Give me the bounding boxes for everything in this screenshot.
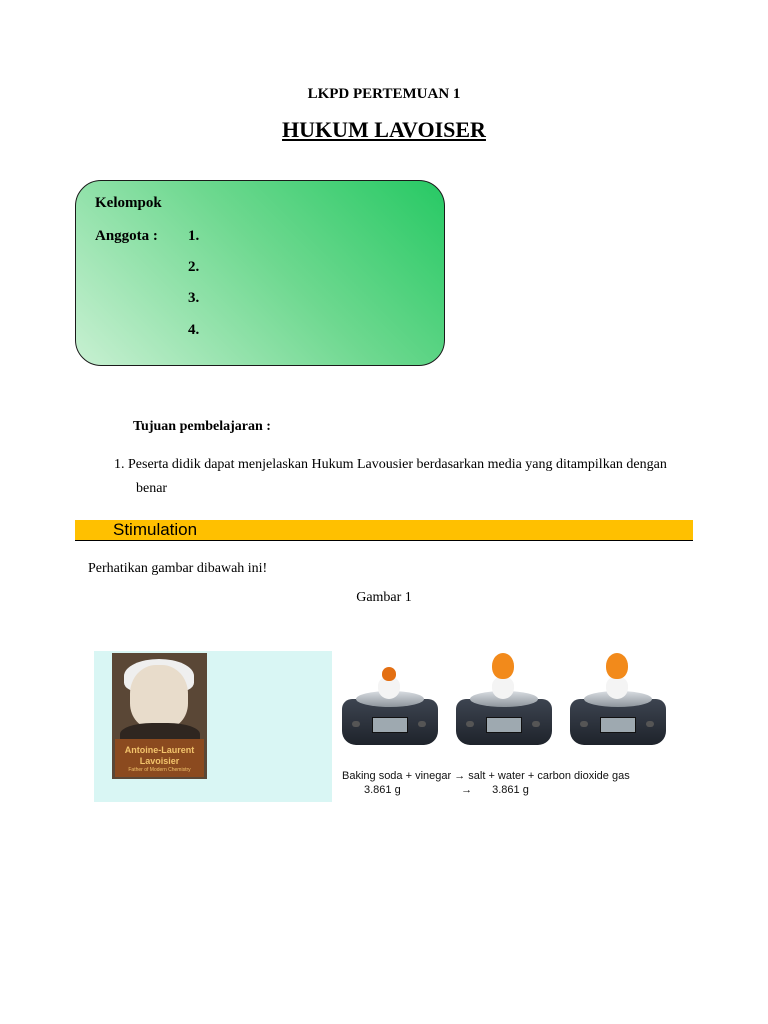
flask-2 — [492, 677, 514, 699]
instruction-text: Perhatikan gambar dibawah ini! — [88, 561, 268, 576]
balloon-inflated-2 — [606, 653, 628, 679]
stimulation-heading: Stimulation — [113, 520, 198, 539]
objective-text: Peserta didik dapat menjelaskan Hukum Lavousier berdasarkan media yang ditampilkan dengan — [128, 457, 667, 472]
objective-number: 1. — [114, 457, 125, 472]
member-4: 4. — [188, 322, 200, 338]
stimulation-section-bar — [75, 520, 693, 541]
scale-2 — [450, 655, 554, 747]
portrait-face — [130, 665, 188, 729]
reaction-line: Baking soda + vinegar → salt + water + carbon dioxide gas — [342, 770, 630, 782]
figure-caption: Gambar 1 — [356, 590, 412, 605]
portrait-name-line2: Lavoisier — [139, 756, 180, 766]
worksheet-subtitle: LKPD PERTEMUAN 1 — [307, 86, 461, 102]
mass-after: 3.861 g — [492, 784, 529, 796]
member-3: 3. — [188, 290, 200, 306]
objective-text-continued: benar — [136, 481, 168, 496]
anggota-label: Anggota : — [95, 228, 158, 244]
balloon-inflated-1 — [492, 653, 514, 679]
objectives-heading: Tujuan pembelajaran : — [133, 419, 271, 434]
portrait-nameplate — [115, 739, 204, 777]
mass-line — [342, 783, 630, 797]
member-2: 2. — [188, 259, 200, 275]
mass-arrow: → — [461, 784, 473, 796]
reaction-equation — [342, 769, 630, 797]
portrait-name-line1: Antoine-Laurent — [124, 745, 195, 755]
group-info-box — [75, 180, 445, 366]
scale-1 — [336, 655, 440, 747]
scale-3 — [564, 655, 668, 747]
lavoisier-figure — [94, 651, 674, 802]
flask-3 — [606, 677, 628, 699]
lavoisier-portrait — [112, 653, 207, 779]
portrait-subtitle: Father of Modern Chemistry — [128, 767, 191, 773]
member-1: 1. — [188, 228, 200, 244]
kelompok-label: Kelompok — [95, 195, 162, 211]
objective-item — [114, 453, 693, 501]
balloon-deflated — [382, 667, 396, 681]
worksheet-title: HUKUM LAVOISER — [282, 117, 486, 142]
mass-before: 3.861 g — [364, 784, 401, 796]
